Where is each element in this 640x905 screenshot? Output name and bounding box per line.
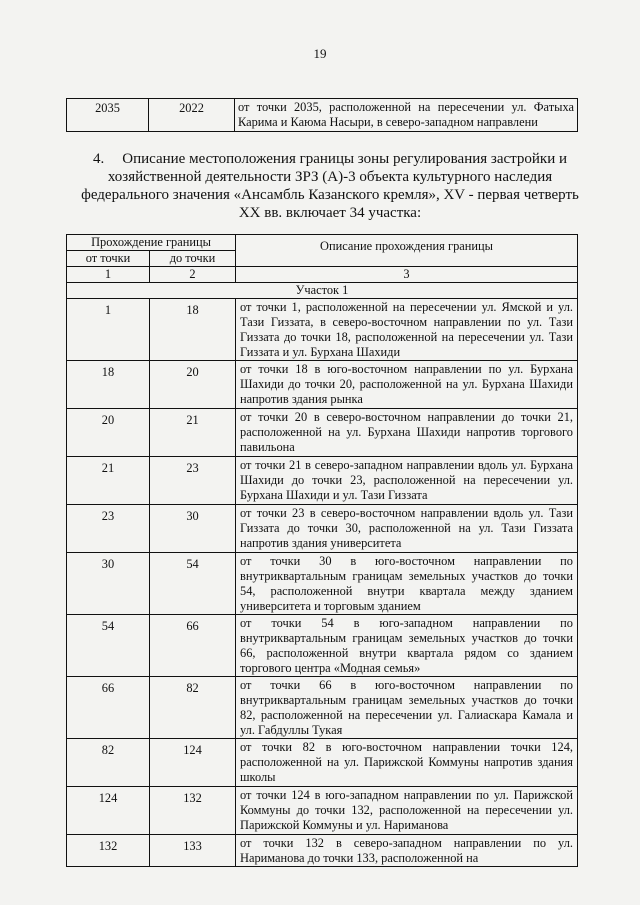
column-number-2: 2 <box>150 267 236 283</box>
boundary-table <box>66 234 578 867</box>
from-point-cell: 18 <box>67 361 150 409</box>
description-cell: от точки 30 в юго-восточном направлении по внутриквартальным границам земельных участков до точки 54, расположенной внутри квартала между зданием университета и торговым зданием <box>236 553 578 615</box>
description-cell: от точки 66 в юго-восточном направлении по внутриквартальным границам земельных участков до точки 82, расположенной на пересечении ул. Галиаскара Камала и ул. Габдуллы Тукая <box>236 677 578 739</box>
from-point-cell: 20 <box>67 409 150 457</box>
from-point-cell: 30 <box>67 553 150 615</box>
to-point-cell: 21 <box>150 409 236 457</box>
description-cell: от точки 132 в северо-западном направлении по ул. Нариманова до точки 133, расположенной на <box>236 835 578 867</box>
plot-label: Участок 1 <box>67 283 578 299</box>
from-point-cell: 124 <box>67 787 150 835</box>
table-row <box>67 361 578 409</box>
table-row <box>67 553 578 615</box>
header-from-point: от точки <box>67 251 150 267</box>
from-point-cell: 132 <box>67 835 150 867</box>
to-point-cell: 18 <box>150 299 236 361</box>
to-point-cell: 2022 <box>149 99 235 132</box>
to-point-cell: 23 <box>150 457 236 505</box>
table-row <box>67 409 578 457</box>
to-point-cell: 82 <box>150 677 236 739</box>
table-row <box>67 739 578 787</box>
table-row <box>67 299 578 361</box>
table-row <box>67 677 578 739</box>
column-number-3: 3 <box>236 267 578 283</box>
to-point-cell: 124 <box>150 739 236 787</box>
table-row <box>67 99 578 132</box>
section-title: Описание местоположения границы зоны регулирования застройки и хозяйственной деятельности ЗРЗ (А)-3 объекта культурного наследия федерального значения «Ансамбль Казанского кремля», XV - первая четверть XX вв. включает 34 участка: <box>81 151 579 221</box>
description-cell: от точки 21 в северо-западном направлении вдоль ул. Бурхана Шахиди до точки 23, расположенной на пересечении ул. Бурхана Шахиди и ул. Тази Гиззата <box>236 457 578 505</box>
description-cell: от точки 23 в северо-восточном направлении вдоль ул. Тази Гиззата до точки 30, расположенной на ул. Тази Гиззата напротив здания университета <box>236 505 578 553</box>
to-point-cell: 20 <box>150 361 236 409</box>
from-point-cell: 21 <box>67 457 150 505</box>
to-point-cell: 132 <box>150 787 236 835</box>
from-point-cell: 82 <box>67 739 150 787</box>
table-row <box>67 787 578 835</box>
to-point-cell: 66 <box>150 615 236 677</box>
page-number: 19 <box>313 46 327 61</box>
description-cell: от точки 20 в северо-восточном направлении до точки 21, расположенной на ул. Бурхана Шахиди напротив торгового павильона <box>236 409 578 457</box>
description-cell: от точки 2035, расположенной на пересечении ул. Фатыха Карима и Каюма Насыри, в северо-западном направлени <box>235 99 578 132</box>
from-point-cell: 1 <box>67 299 150 361</box>
header-passage: Прохождение границы <box>67 235 236 251</box>
column-number-1: 1 <box>67 267 150 283</box>
to-point-cell: 54 <box>150 553 236 615</box>
description-cell: от точки 54 в юго-западном направлении по внутриквартальным границам земельных участков до точки 66, расположенной внутри квартала рядом со зданием торгового центра «Модная семья» <box>236 615 578 677</box>
from-point-cell: 23 <box>67 505 150 553</box>
from-point-cell: 54 <box>67 615 150 677</box>
section-number: 4. <box>92 151 105 167</box>
description-cell: от точки 124 в юго-западном направлении по ул. Парижской Коммуны до точки 132, расположенной на пересечении ул. Парижской Коммуны и ул. Нариманова <box>236 787 578 835</box>
from-point-cell: 66 <box>67 677 150 739</box>
table-row <box>67 615 578 677</box>
table-row <box>67 505 578 553</box>
table-row <box>67 835 578 867</box>
table-row <box>67 457 578 505</box>
from-point-cell: 2035 <box>67 99 149 132</box>
to-point-cell: 133 <box>150 835 236 867</box>
continuation-table <box>66 98 578 132</box>
description-cell: от точки 18 в юго-восточном направлении по ул. Бурхана Шахиди до точки 20, расположенной на ул. Бурхана Шахиди напротив здания рынка <box>236 361 578 409</box>
section-heading <box>80 150 580 222</box>
header-to-point: до точки <box>150 251 236 267</box>
description-cell: от точки 1, расположенной на пересечении ул. Ямской и ул. Тази Гиззата, в северо-восточном направлении по ул. Тази Гиззата до точки 18, расположенной на пересечении ул. Тази Гиззата и ул. Бурхана Шахиди <box>236 299 578 361</box>
to-point-cell: 30 <box>150 505 236 553</box>
description-cell: от точки 82 в юго-восточном направлении точки 124, расположенной на ул. Парижской Коммуны напротив здания школы <box>236 739 578 787</box>
header-description: Описание прохождения границы <box>236 235 578 267</box>
